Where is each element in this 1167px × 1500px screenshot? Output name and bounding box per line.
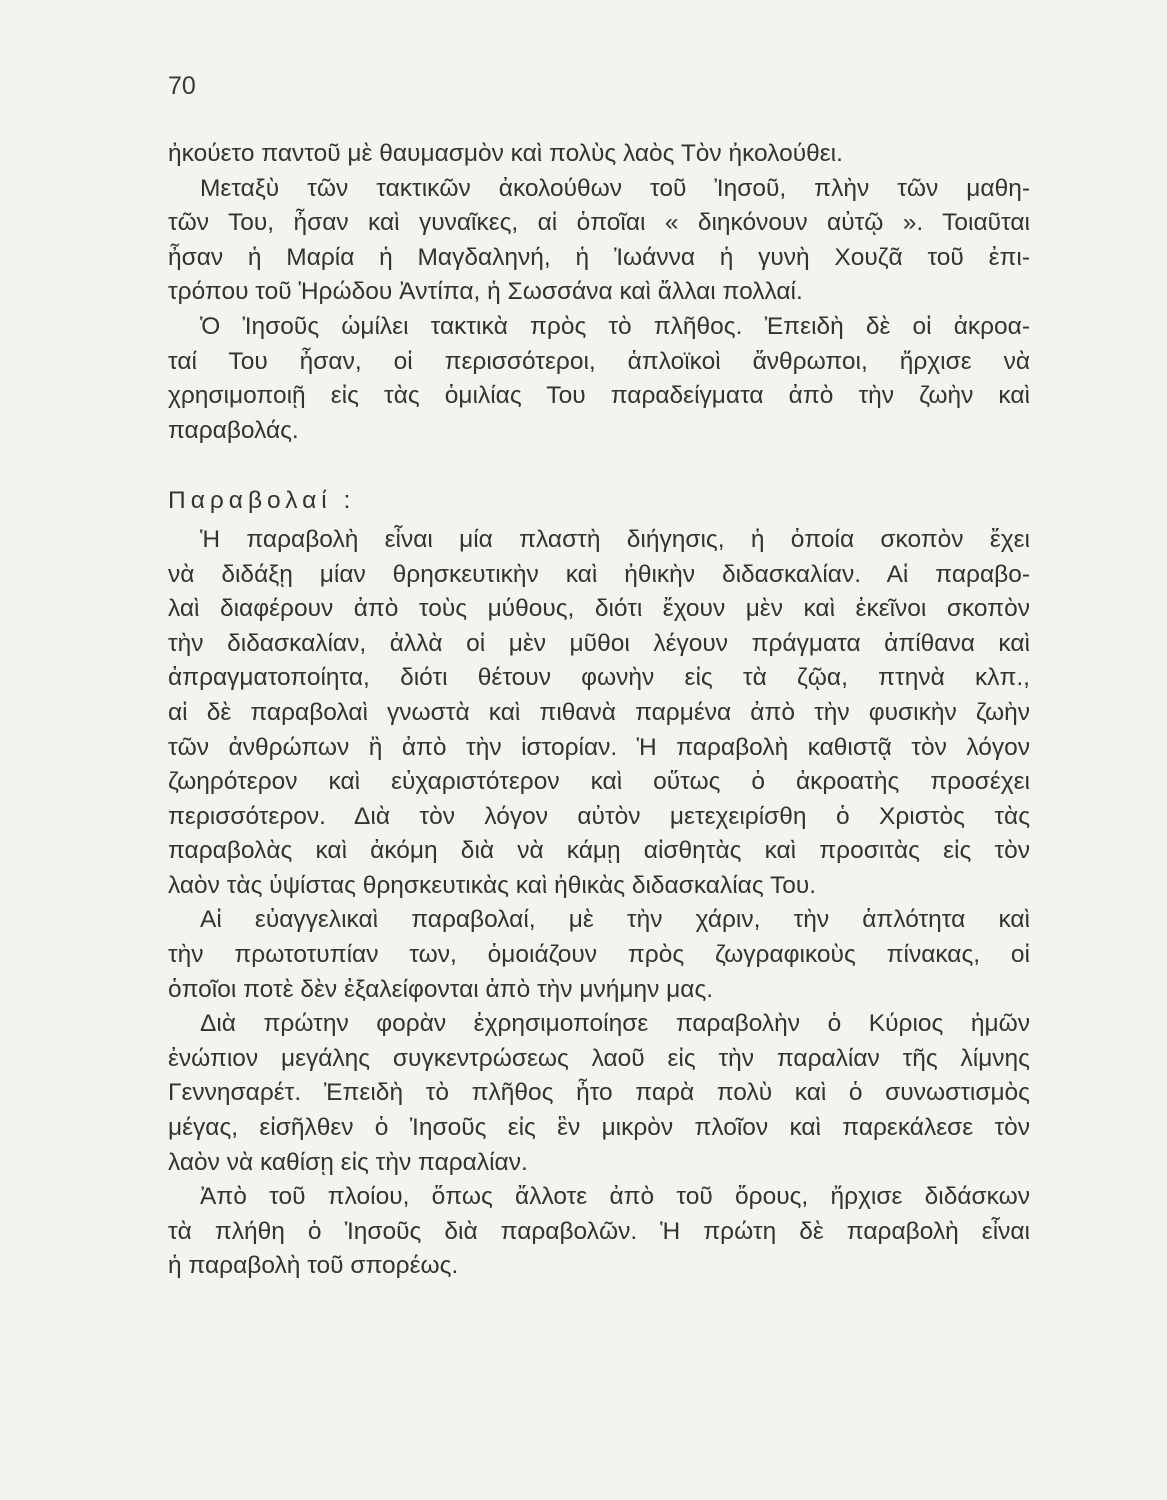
text-line: λαὸν τὰς ὑψίστας θρησκευτικὰς καὶ ἠθικὰς διδασκαλίας Του.	[168, 871, 817, 899]
text-line: Γεννησαρέτ. Ἐπειδὴ τὸ πλῆθος ἦτο παρὰ πολὺ καὶ ὁ συνωστισμὸς	[168, 1079, 1030, 1107]
page-body	[168, 137, 1030, 1284]
text-line: Διὰ πρώτην φορὰν ἐχρησιμοποίησε παραβολὴν ὁ Κύριος ἡμῶν	[200, 1010, 1030, 1038]
text-line: τὴν πρωτοτυπίαν των, ὁμοιάζουν πρὸς ζωγραφικοὺς πίνακας, οἱ	[168, 941, 1030, 969]
text-line: παραβολὰς καὶ ἀκόμη διὰ νὰ κάμῃ αἰσθητὰς καὶ προσιτὰς εἰς τὸν	[168, 837, 1030, 865]
intro-section	[168, 137, 1030, 448]
text-line: ὁποῖοι ποτὲ δὲν ἐξαλείφονται ἀπὸ τὴν μνήμην μας.	[168, 975, 714, 1003]
text-line: Ὁ Ἰησοῦς ὡμίλει τακτικὰ πρὸς τὸ πλῆθος. Ἐπειδὴ δὲ οἱ ἀκροα-	[200, 312, 1030, 340]
paragraph	[168, 1007, 1030, 1180]
text-line: ταί Του ἦσαν, οἱ περισσότεροι, ἁπλοϊκοὶ ἄνθρωποι, ἤρχισε νὰ	[168, 347, 1030, 375]
text-line: Ἡ παραβολὴ εἶναι μία πλαστὴ διήγησις, ἡ ὁποία σκοπὸν ἔχει	[200, 525, 1030, 553]
text-line: παραβολάς.	[168, 416, 299, 444]
text-line: ἠκούετο παντοῦ μὲ θαυμασμὸν καὶ πολὺς λαὸς Τὸν ἠκολούθει.	[168, 140, 843, 167]
text-line: τῶν Του, ἦσαν καὶ γυναῖκες, αἱ ὁποῖαι « διηκόνουν αὐτῷ ». Τοιαῦται	[168, 209, 1030, 237]
text-line: λαὸν νὰ καθίσῃ εἰς τὴν παραλίαν.	[168, 1148, 528, 1176]
text-line: ἐνώπιον μεγάλης συγκεντρώσεως λαοῦ εἰς τὴν παραλίαν τῆς λίμνης	[168, 1044, 1030, 1072]
parables-section	[168, 523, 1030, 1284]
text-line: περισσότερον. Διὰ τὸν λόγον αὐτὸν μετεχειρίσθη ὁ Χριστὸς τὰς	[168, 802, 1030, 830]
paragraph	[168, 310, 1030, 448]
text-line: τὴν διδασκαλίαν, ἀλλὰ οἱ μὲν μῦθοι λέγουν πράγματα ἀπίθανα καὶ	[168, 629, 1030, 657]
text-line: νὰ διδάξῃ μίαν θρησκευτικὴν καὶ ἠθικὴν διδασκαλίαν. Αἱ παραβο-	[168, 560, 1030, 588]
text-line: τὰ πλήθη ὁ Ἰησοῦς διὰ παραβολῶν. Ἡ πρώτη δὲ παραβολὴ εἶναι	[168, 1217, 1030, 1245]
paragraph	[168, 137, 1030, 172]
text-line: ζωηρότερον καὶ εὐχαριστότερον καὶ οὕτως ὁ ἀκροατὴς προσέχει	[168, 768, 1030, 796]
paragraph	[168, 523, 1030, 904]
section-heading: Παραβολαί :	[168, 487, 356, 515]
text-line: Ἀπὸ τοῦ πλοίου, ὅπως ἄλλοτε ἀπὸ τοῦ ὄρους, ἤρχισε διδάσκων	[200, 1183, 1030, 1211]
paragraph	[168, 903, 1030, 1007]
text-line: τῶν ἀνθρώπων ἢ ἀπὸ τὴν ἱστορίαν. Ἡ παραβολὴ καθιστᾷ τὸν λόγον	[168, 733, 1030, 761]
text-line: μέγας, εἰσῆλθεν ὁ Ἰησοῦς εἰς ἓν μικρὸν πλοῖον καὶ παρεκάλεσε τὸν	[168, 1114, 1030, 1142]
text-line: τρόπου τοῦ Ἡρώδου Ἀντίπα, ἡ Σωσσάνα καὶ ἄλλαι πολλαί.	[168, 278, 803, 306]
paragraph	[168, 1180, 1030, 1284]
text-line: ἦσαν ἡ Μαρία ἡ Μαγδαληνή, ἡ Ἰωάννα ἡ γυνὴ Χουζᾶ τοῦ ἐπι-	[168, 243, 1030, 271]
text-line: Μεταξὺ τῶν τακτικῶν ἀκολούθων τοῦ Ἰησοῦ, πλὴν τῶν μαθη-	[200, 174, 1030, 202]
paragraph	[168, 172, 1030, 310]
text-line: χρησιμοποιῇ εἰς τὰς ὁμιλίας Του παραδείγματα ἀπὸ τὴν ζωὴν καὶ	[168, 382, 1030, 410]
text-line: αἱ δὲ παραβολαὶ γνωστὰ καὶ πιθανὰ παρμένα ἀπὸ τὴν φυσικὴν ζωὴν	[168, 698, 1030, 726]
text-line: ἡ παραβολὴ τοῦ σπορέως.	[168, 1252, 459, 1280]
text-line: Αἱ εὐαγγελικαὶ παραβολαί, μὲ τὴν χάριν, τὴν ἁπλότητα καὶ	[200, 906, 1030, 934]
page-number: 70	[168, 72, 196, 100]
text-line: ἀπραγματοποίητα, διότι θέτουν φωνὴν εἰς τὰ ζῷα, πτηνὰ κλπ.,	[168, 664, 1030, 692]
text-line: λαὶ διαφέρουν ἀπὸ τοὺς μύθους, διότι ἔχουν μὲν καὶ ἐκεῖνοι σκοπὸν	[168, 595, 1030, 623]
